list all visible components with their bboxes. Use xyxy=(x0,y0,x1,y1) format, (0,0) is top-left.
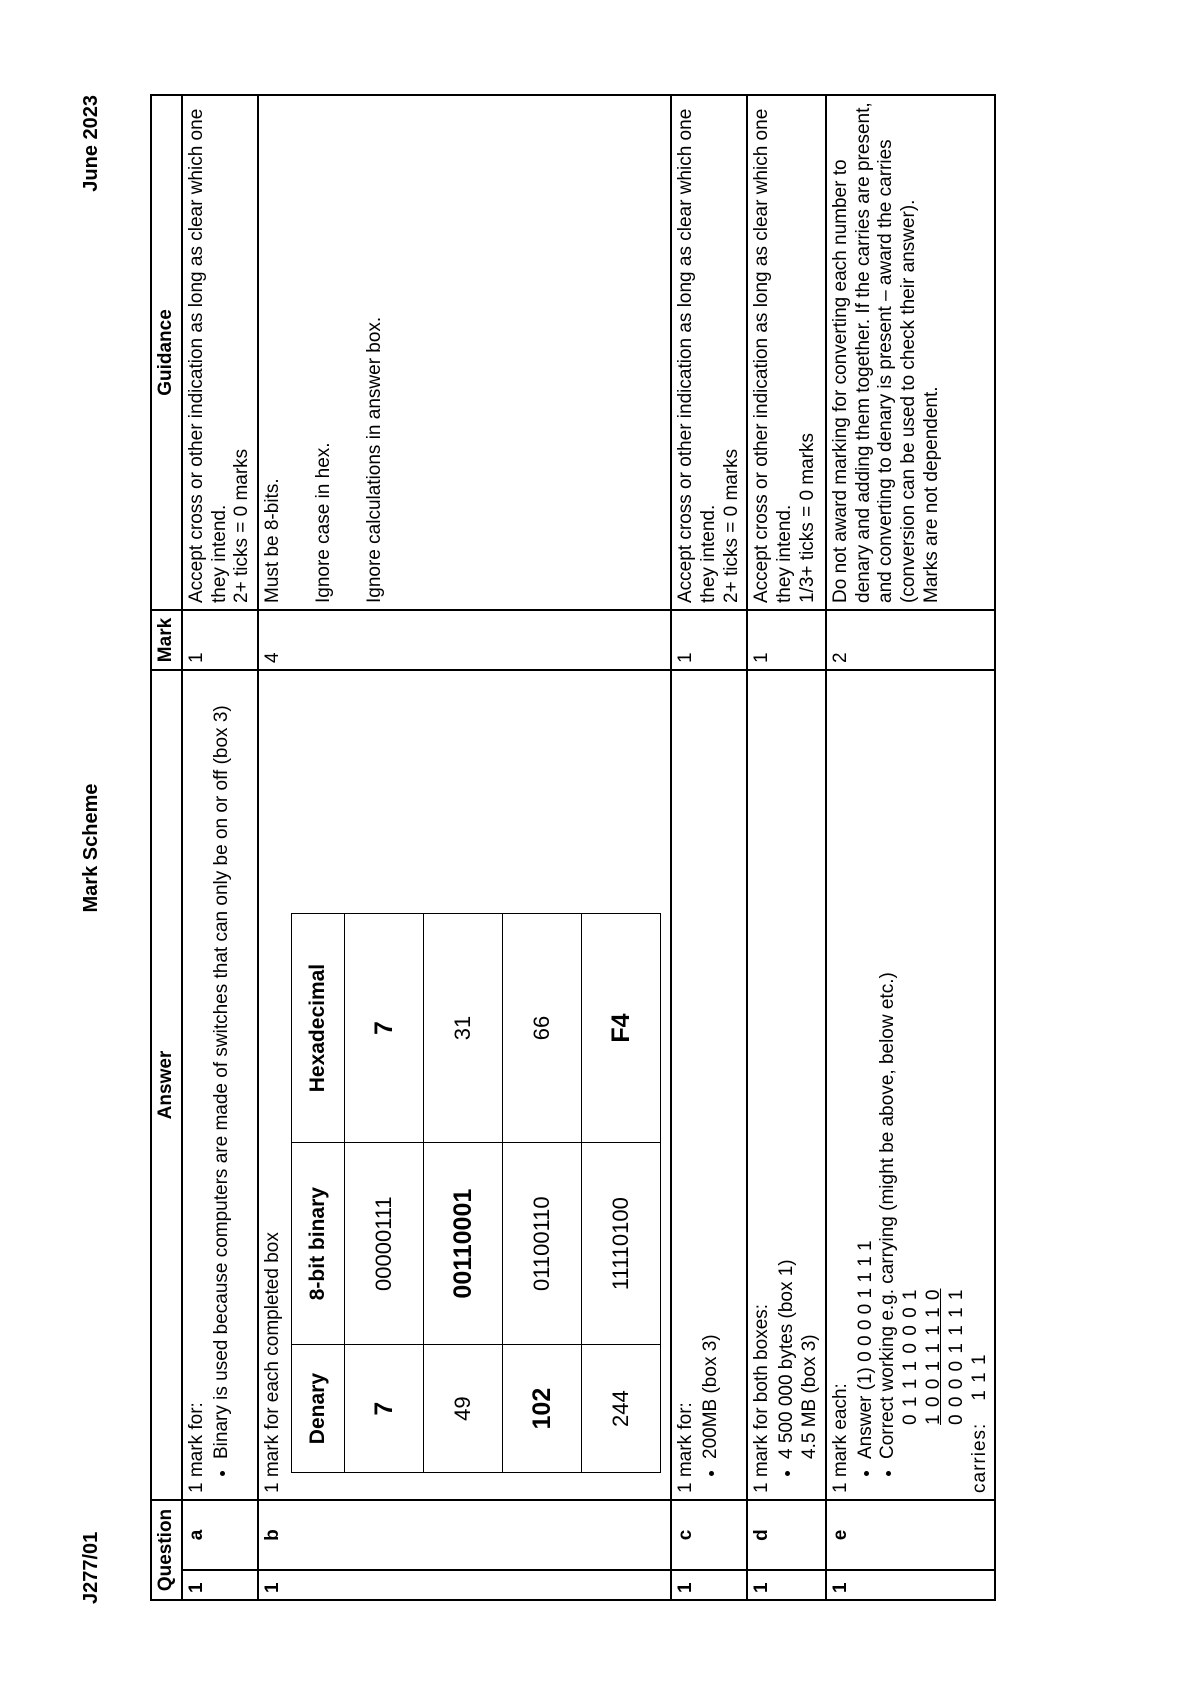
table-row xyxy=(258,95,671,1600)
table-row xyxy=(826,95,996,1600)
conv-header-hex: Hexadecimal xyxy=(291,914,344,1143)
guidance-cell xyxy=(747,95,825,610)
conv-row xyxy=(502,914,581,1473)
conv-cell: 00000111 xyxy=(344,1143,423,1345)
header-mark: Mark xyxy=(151,610,182,670)
question-number: 1 xyxy=(258,1570,671,1600)
answer-bullet: • 4 500 000 bytes (box 1) xyxy=(776,677,799,1459)
working-line: 0 0 0 0 1 1 1 1 xyxy=(945,1288,967,1425)
table-row xyxy=(182,95,258,1600)
conv-cell: 7 xyxy=(344,1345,423,1473)
guidance-text: Accept cross or other indication as long as clear which one they intend. xyxy=(185,108,230,603)
paper-code: J277/01 xyxy=(80,1531,102,1604)
question-part: e xyxy=(826,1500,996,1570)
question-part: b xyxy=(258,1500,671,1570)
guidance-text: Marks are not dependent. xyxy=(920,386,942,603)
conv-cell: 66 xyxy=(502,914,581,1143)
question-number: 1 xyxy=(182,1570,258,1600)
mark-value: 1 xyxy=(182,610,258,670)
carries-value: 1 1 1 xyxy=(968,1353,990,1401)
conversion-table xyxy=(291,913,661,1473)
exam-date: June 2023 xyxy=(80,95,102,192)
mark-value: 4 xyxy=(258,610,671,670)
answer-extra: 4.5 MB (box 3) xyxy=(798,1334,820,1459)
working-line: 1 0 0 1 1 1 1 0 xyxy=(922,1288,944,1425)
page-title: Mark Scheme xyxy=(80,783,102,913)
answer-bullet: • Binary is used because computers are made of switches that can only be on or off (box 3) xyxy=(211,677,234,1459)
binary-working xyxy=(900,677,991,1493)
conv-cell: 01100110 xyxy=(502,1143,581,1345)
guidance-text: 2+ ticks = 0 marks xyxy=(720,448,742,603)
answer-intro: 1 mark for: xyxy=(185,1402,207,1493)
guidance-text: Accept cross or other indication as long as clear which one they intend. xyxy=(751,108,796,603)
carries-label: carries: xyxy=(968,1422,990,1493)
conv-header-binary: 8-bit binary xyxy=(291,1143,344,1345)
mark-value: 2 xyxy=(826,610,996,670)
guidance-cell xyxy=(182,95,258,610)
conv-cell: F4 xyxy=(581,914,660,1143)
answer-intro: 1 mark for: xyxy=(674,1402,696,1493)
conv-cell: 31 xyxy=(423,914,502,1143)
conv-row xyxy=(423,914,502,1473)
conv-row xyxy=(581,914,660,1473)
answer-bullet: • 200MB (box 3) xyxy=(700,677,723,1459)
answer-intro: 1 mark each: xyxy=(829,1383,851,1493)
question-part: c xyxy=(671,1500,747,1570)
answer-intro: 1 mark for each completed box xyxy=(262,1232,284,1493)
conv-cell: 11110100 xyxy=(581,1143,660,1345)
guidance-text: 1/3+ ticks = 0 marks xyxy=(796,432,818,603)
working-line: 0 1 1 1 0 0 0 1 xyxy=(900,1288,922,1425)
answer-cell xyxy=(258,670,671,1500)
question-part: d xyxy=(747,1500,825,1570)
header-answer: Answer xyxy=(151,670,182,1500)
conv-row xyxy=(344,914,423,1473)
conv-cell: 244 xyxy=(581,1345,660,1473)
question-number: 1 xyxy=(671,1570,747,1600)
guidance-text: Accept cross or other indication as long as clear which one they intend. xyxy=(674,108,719,603)
guidance-text: Ignore calculations in answer box. xyxy=(363,316,385,603)
question-number: 1 xyxy=(747,1570,825,1600)
answer-bullet: • Answer (1) 0 0 0 0 1 1 1 1 xyxy=(855,677,878,1459)
conv-cell: 102 xyxy=(502,1345,581,1473)
guidance-cell xyxy=(671,95,747,610)
question-number: 1 xyxy=(826,1570,996,1600)
answer-bullet: • Correct working e.g. carrying (might be above, below etc.) xyxy=(877,677,900,1459)
answer-intro: 1 mark for both boxes: xyxy=(751,1303,773,1493)
guidance-text: 2+ ticks = 0 marks xyxy=(231,448,253,603)
guidance-text: Do not award marking for converting each number to denary and adding them together. If the carries are present, and converting to denary is present – award the carries (conversion can be used to check their answer). xyxy=(829,102,920,603)
header-guidance: Guidance xyxy=(151,95,182,610)
answer-cell xyxy=(826,670,996,1500)
guidance-text: Must be 8-bits. xyxy=(262,478,284,603)
answer-cell xyxy=(182,670,258,1500)
conv-cell: 7 xyxy=(344,914,423,1143)
guidance-cell xyxy=(258,95,671,610)
conv-cell: 00110001 xyxy=(423,1143,502,1345)
table-row xyxy=(747,95,825,1600)
table-row xyxy=(671,95,747,1600)
mark-scheme-table xyxy=(150,94,996,1601)
question-part: a xyxy=(182,1500,258,1570)
conv-header-denary: Denary xyxy=(291,1345,344,1473)
answer-cell xyxy=(671,670,747,1500)
mark-value: 1 xyxy=(671,610,747,670)
guidance-cell xyxy=(826,95,996,610)
conv-cell: 49 xyxy=(423,1345,502,1473)
table-header-row xyxy=(151,95,182,1600)
header-question: Question xyxy=(151,1500,182,1600)
mark-value: 1 xyxy=(747,610,825,670)
answer-cell xyxy=(747,670,825,1500)
guidance-text: Ignore case in hex. xyxy=(312,442,334,603)
